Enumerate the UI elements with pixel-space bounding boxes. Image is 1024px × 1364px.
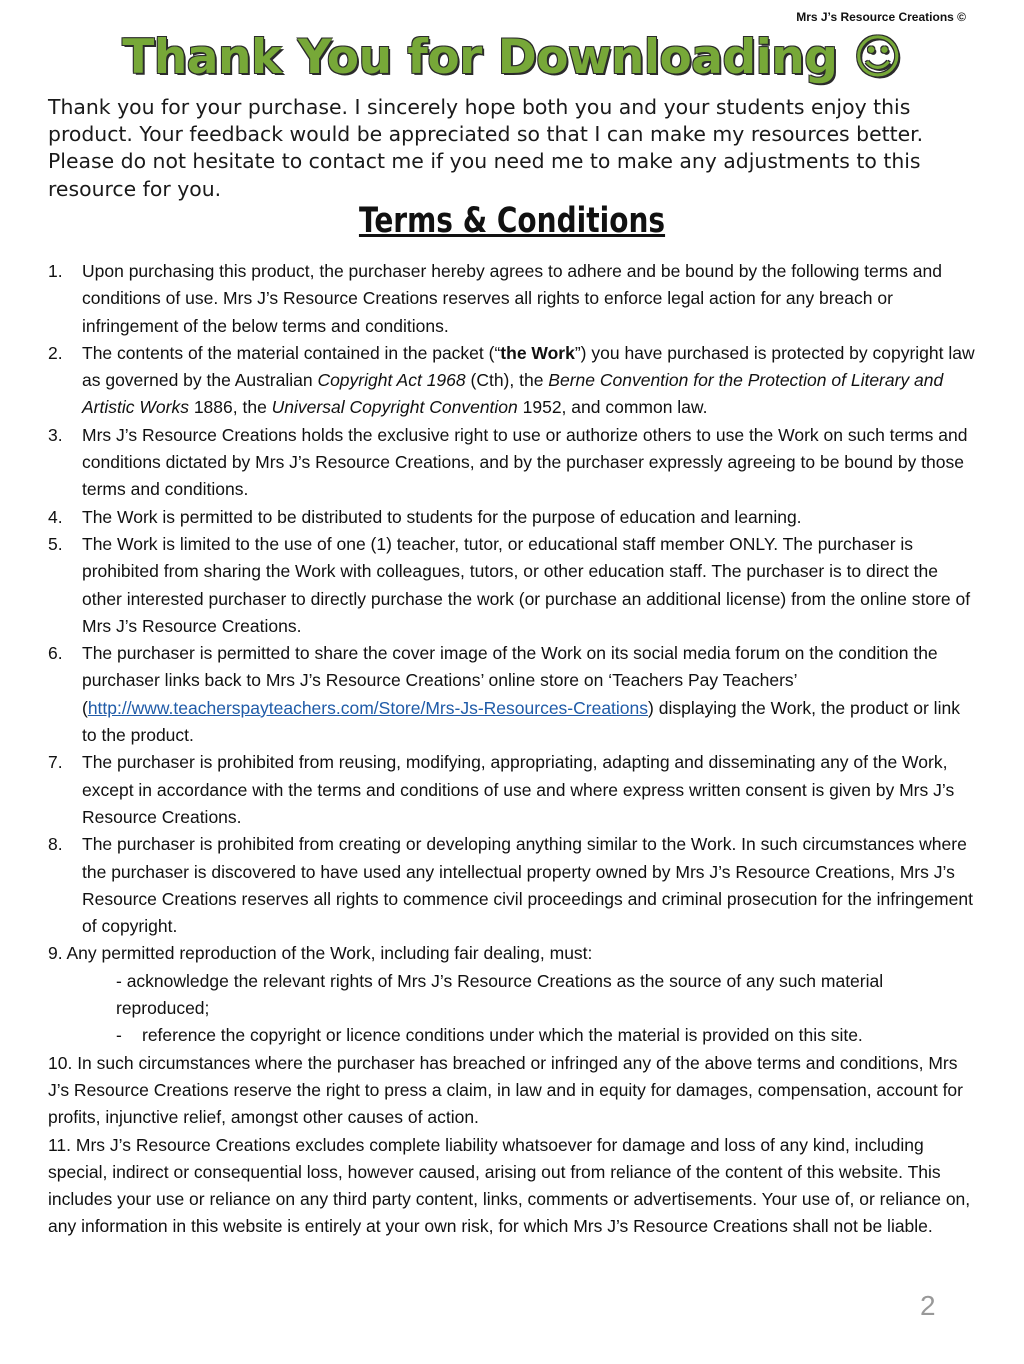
clause-9-item-1: - acknowledge the relevant rights of Mrs J’s Resource Creations as the source of any such material reproduced; — [116, 970, 884, 1019]
clause-7 — [48, 749, 978, 831]
clause-number: 1. — [48, 261, 63, 281]
clause-number: 7. — [48, 752, 63, 773]
clause-8 — [48, 831, 978, 940]
clause-text-part: ”) you have purchased is protected by copyright law as governed by the Australian — [82, 342, 975, 391]
clause-text — [82, 340, 978, 422]
store-link[interactable]: http://www.teacherspayteachers.com/Store/Mrs-Js-Resources-Creations — [87, 697, 649, 718]
clause-10: 10. In such circumstances where the purchaser has breached or infringed any of the above terms and conditions, Mrs J’s Resource Creations reserve the right to press a claim, in law and in equity for damages, compensation, account for profits, injunctive relief, amongst other causes of action. — [48, 1052, 963, 1128]
clause-5 — [48, 531, 978, 640]
clause-number: 3. — [48, 424, 63, 445]
clause-text: reference the copyright or licence conditions under which the material is provided on this site. — [142, 1025, 863, 1046]
clause-text-part: The contents of the material contained in the packet (“ — [82, 342, 501, 363]
clause-number: 8. — [48, 834, 63, 855]
clause-text: The purchaser is prohibited from reusing, modifying, appropriating, adapting and disseminating any of the Work, except in accordance with the terms and conditions of use and where express written consent is given by Mrs J’s Resource Creations. — [82, 752, 955, 827]
clause-text: The purchaser is prohibited from creating or developing anything similar to the Work. In such circumstances where the purchaser is discovered to have used any intellectual property owned by Mrs J’s Resource Creations, Mrs J’s Resource Creations reserves all rights to commence civil proceedings and criminal prosecution for the infringement of copyright. — [82, 834, 973, 937]
clause-text: The Work is permitted to be distributed to students for the purpose of education and learning. — [82, 506, 802, 527]
clause-text-italic: Copyright Act 1968 — [317, 370, 466, 391]
clause-text-part: 1886, the — [188, 397, 272, 418]
clause-text — [82, 640, 978, 749]
page-number: 2 — [920, 1290, 936, 1321]
copyright-notice: Mrs J’s Resource Creations © — [796, 10, 966, 24]
clause-number: 2. — [48, 342, 63, 363]
clause-2 — [48, 340, 978, 422]
clause-text-part: 1952, and common law. — [517, 397, 708, 418]
clause-text-italic: Berne Convention for the Protection of Literary and Artistic Works — [82, 370, 944, 418]
clause-4 — [48, 504, 978, 531]
clause-3 — [48, 422, 978, 504]
terms-heading: Terms & Conditions — [358, 201, 666, 241]
clause-text: Upon purchasing this product, the purchaser hereby agrees to adhere and be bound by the following terms and conditions of use. Mrs J’s Resource Creations reserves all rights to enforce legal action for any breach or infringement of the below terms and conditions. — [82, 261, 942, 336]
clause-text: Mrs J’s Resource Creations holds the exclusive right to use or authorize others to use the Work on such terms and conditions dictated by Mrs J’s Resource Creations, and by the purchaser expressly agreeing to be bound by those terms and conditions. — [82, 424, 968, 500]
page-title: Thank You for Downloading ☺ — [122, 30, 902, 85]
list-dash: - — [116, 1025, 122, 1046]
clause-text-bold: the Work — [500, 342, 575, 363]
clause-number: 6. — [48, 643, 63, 664]
clause-6 — [48, 640, 978, 749]
clause-number: 5. — [48, 533, 63, 554]
clause-number: 4. — [48, 506, 63, 527]
clause-text-part: ) displaying the Work, the product or link to the product. — [82, 697, 960, 746]
clause-9-item-2 — [48, 1022, 978, 1049]
clause-11: 11. Mrs J’s Resource Creations excludes complete liability whatsoever for damage and loss of any kind, including special, indirect or consequential loss, however caused, arising out from reliance of the content of this website. This includes your use or reliance on any third party content, links, comments or advertisements. Your use of, or reliance on, any information in this website is entirely at your own risk, for which Mrs J’s Resource Creations shall not be liable. — [48, 1134, 971, 1237]
clause-9: 9. Any permitted reproduction of the Work, including fair dealing, must: — [48, 943, 593, 964]
clause-text-italic: Universal Copyright Convention — [271, 397, 518, 418]
clause-text-part: The purchaser is permitted to share the cover image of the Work on its social media forum on the condition the purchaser links back to Mrs J’s Resource Creations’ online store on ‘Teachers Pay Teachers’ ( — [82, 643, 938, 718]
terms-list — [48, 258, 978, 1241]
intro-paragraph: Thank you for your purchase. I sincerely hope both you and your students enjoy this product. Your feedback would be appreciated so that I can make my resources better. Please do not hesitate to contact me if you need me to make any adjustments to this resource for you. — [48, 95, 924, 201]
clause-1 — [48, 258, 978, 340]
clause-text-part: (Cth), the — [465, 370, 549, 391]
clause-text: The Work is limited to the use of one (1) teacher, tutor, or educational staff member ONLY. The purchaser is prohibited from sharing the Work with colleagues, tutors, or other education staff. The purchaser is to direct the other interested purchaser to directly purchase the work (or purchase an additional license) from the online store of Mrs J’s Resource Creations. — [82, 533, 971, 636]
